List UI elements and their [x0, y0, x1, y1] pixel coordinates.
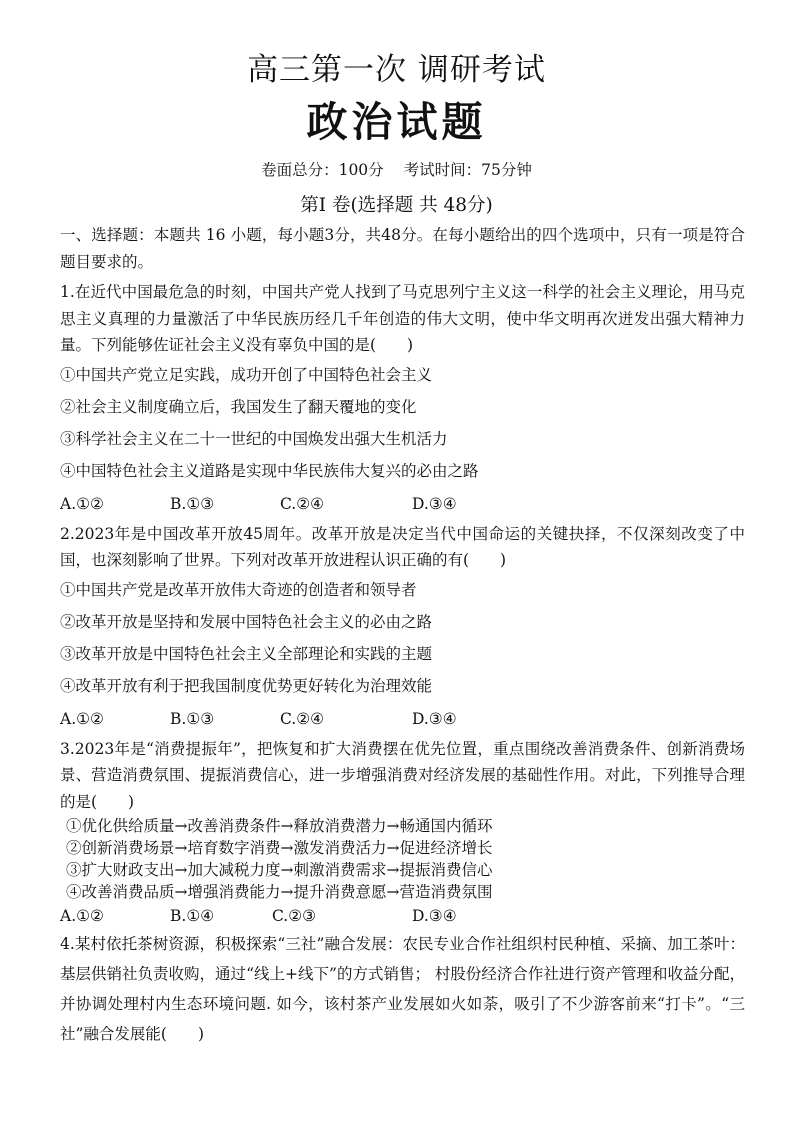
question-3 — [60, 736, 745, 930]
choice-b: B.①④ — [170, 907, 215, 925]
choice-c: C.②④ — [280, 709, 325, 728]
question-item: ④改革开放有利于把我国制度优势更好转化为治理效能 — [60, 676, 433, 695]
exam-time: 考试时间：75分钟 — [403, 161, 532, 179]
question-item: ①优化供给质量→改善消费条件→释放消费潜力→畅通国内循环 — [66, 817, 493, 835]
choice-b: B.①③ — [170, 494, 215, 513]
choice-c: C.②③ — [272, 907, 317, 925]
choice-d: D.③④ — [412, 907, 457, 925]
subject-title: 政治试题 — [306, 98, 487, 146]
choice-d: D.③④ — [412, 709, 457, 728]
choice-b: B.①③ — [170, 709, 215, 728]
question-content — [60, 222, 745, 1049]
answer-choices — [60, 487, 745, 521]
question-item: ④改善消费品质→增强消费能力→提升消费意愿→营造消费氛围 — [66, 883, 493, 901]
question-item: ①中国共产党是改革开放伟大奇迹的创造者和领导者 — [60, 580, 417, 599]
question-item: ②社会主义制度确立后，我国发生了翻天覆地的变化 — [60, 397, 417, 416]
question-item: ①中国共产党立足实践，成功开创了中国特色社会主义 — [60, 365, 433, 384]
answer-choices — [60, 903, 745, 929]
total-score: 卷面总分：100分 — [261, 161, 384, 179]
question-stem: 4.某村依托茶树资源，积极探索“三社”融合发展：农民专业合作社组织村民种植、采摘、加工茶叶：基层供销社负责收购，通过“线上+线下”的方式销售； 村股份经济合作社进行资产管理和收益分配，并协调处理村内生态环境问题. 如今，该村茶产业发展如火如荼，吸引了不少游客前来“打卡”。“三社”融合发展能( ) — [60, 935, 746, 1043]
question-stem: 2.2023年是中国改革开放45周年。改革开放是决定当代中国命运的关键抉择，不仅深刻改变了中国，也深刻影响了世界。下列对改革开放进程认识正确的有( ) — [60, 524, 745, 569]
question-2 — [60, 521, 745, 736]
question-item: ③改革开放是中国特色社会主义全部理论和实践的主题 — [60, 644, 433, 663]
answer-choices — [60, 702, 745, 736]
choice-a: A.①② — [60, 494, 104, 513]
question-item: ③扩大财政支出→加大减税力度→刺激消费需求→提振消费信心 — [66, 861, 493, 879]
exam-meta — [0, 158, 793, 182]
question-item: ④中国特色社会主义道路是实现中华民族伟大复兴的必由之路 — [60, 461, 479, 480]
question-item: ②创新消费场景→培育数字消费→激发消费活力→促进经济增长 — [66, 839, 493, 857]
question-item: ②改革开放是坚持和发展中国特色社会主义的必由之路 — [60, 612, 433, 631]
choice-d: D.③④ — [412, 494, 457, 513]
question-stem: 3.2023年是“消费提振年”，把恢复和扩大消费摆在优先位置，重点围绕改善消费条件、创新消费场景、营造消费氛围、提振消费信心，进一步增强消费对经济发展的基础性作用。对此，下列推导合理的是( ) — [60, 739, 745, 811]
part-title: 第Ⅰ 卷(选择题 共 48分) — [300, 195, 493, 216]
question-item: ③科学社会主义在二十一世纪的中国焕发出强大生机活力 — [60, 429, 448, 448]
question-stem: 1.在近代中国最危急的时刻，中国共产党人找到了马克思列宁主义这一科学的社会主义理论，用马克思主义真理的力量激活了中华民族历经几千年创造的伟大文明，使中华文明再次迸发出强大精神力量。下列能够佐证社会主义没有辜负中国的是( ) — [60, 283, 745, 354]
choice-a: A.①② — [60, 907, 104, 925]
choice-a: A.①② — [60, 709, 104, 728]
question-1 — [60, 279, 745, 521]
exam-title: 高三第一次 调研考试 — [247, 52, 546, 88]
choice-c: C.②④ — [280, 494, 325, 513]
question-4 — [60, 929, 745, 1049]
section-instructions: 一、选择题：本题共 16 小题，每小题3分，共48分。在每小题给出的四个选项中，只有一项是符合题目要求的。 — [60, 226, 745, 271]
